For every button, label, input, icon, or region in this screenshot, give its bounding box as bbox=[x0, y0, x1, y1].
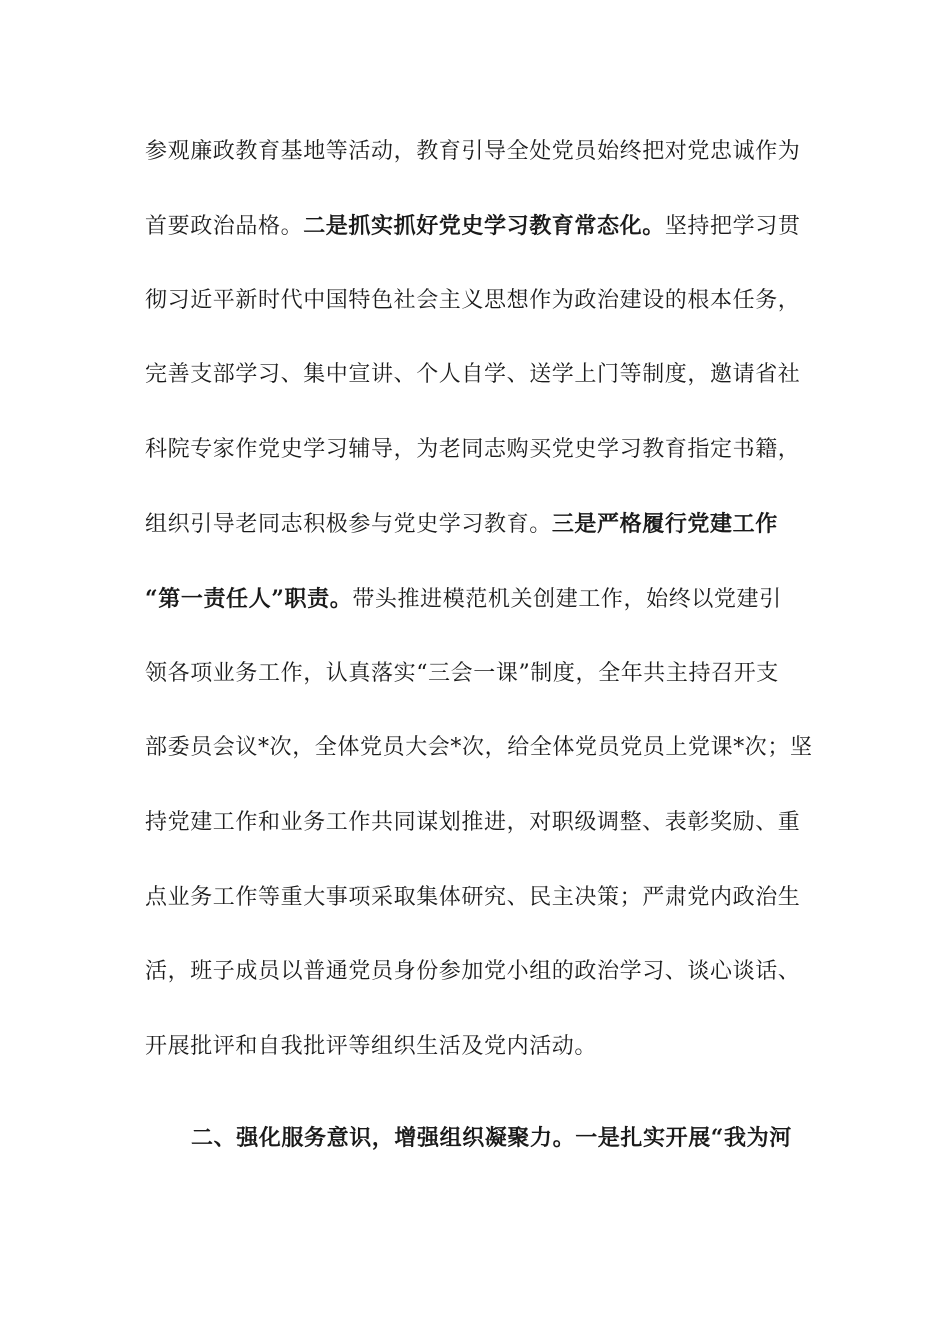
line-9-text: 部委员会议*次，全体党员大会*次，给全体党员党员上党课*次；坚 bbox=[145, 735, 813, 760]
line-2-text-a: 首要政治品格。 bbox=[145, 214, 304, 239]
section-heading-point: 一是扎实开展“我为河 bbox=[575, 1125, 792, 1151]
line-2-text-b: 坚持把学习贯 bbox=[664, 214, 801, 239]
paragraph-line-6 bbox=[145, 507, 805, 541]
paragraph-line-4 bbox=[145, 358, 805, 392]
paragraph-line-8 bbox=[145, 657, 805, 691]
line-7-heading: “第一责任人”职责。 bbox=[145, 586, 353, 612]
line-7-text: 带头推进模范机关创建工作，始终以党建引 bbox=[352, 587, 782, 612]
paragraph-line-5 bbox=[145, 433, 805, 467]
paragraph-line-7 bbox=[145, 582, 805, 616]
section-heading-line bbox=[191, 1121, 851, 1155]
paragraph-line-13 bbox=[145, 1030, 805, 1064]
paragraph-line-12 bbox=[145, 955, 805, 989]
paragraph-line-3 bbox=[145, 284, 805, 318]
paragraph-line-10 bbox=[145, 806, 805, 840]
line-10-text: 持党建工作和业务工作共同谋划推进，对职级调整、表彰奖励、重 bbox=[145, 810, 801, 835]
line-12-text: 活，班子成员以普通党员身份参加党小组的政治学习、谈心谈话、 bbox=[145, 959, 801, 984]
line-4-text: 完善支部学习、集中宣讲、个人自学、送学上门等制度，邀请省社 bbox=[145, 362, 801, 387]
paragraph-line-1 bbox=[145, 135, 805, 169]
section-heading-title: 二、强化服务意识，增强组织凝聚力。 bbox=[191, 1125, 576, 1151]
line-11-text: 点业务工作等重大事项采取集体研究、民主决策；严肃党内政治生 bbox=[145, 885, 801, 910]
line-1-text: 参观廉政教育基地等活动，教育引导全处党员始终把对党忠诚作为 bbox=[145, 139, 801, 164]
line-6-text: 组织引导老同志积极参与党史学习教育。 bbox=[145, 512, 552, 537]
line-2-heading: 二是抓实抓好党史学习教育常态化。 bbox=[303, 213, 665, 239]
line-13-text: 开展批评和自我批评等组织生活及党内活动。 bbox=[145, 1034, 598, 1059]
line-3-text: 彻习近平新时代中国特色社会主义思想作为政治建设的根本任务， bbox=[145, 288, 801, 313]
line-8-text: 领各项业务工作，认真落实“三会一课”制度，全年共主持召开支 bbox=[145, 661, 779, 686]
line-5-text: 科院专家作党史学习辅导，为老同志购买党史学习教育指定书籍， bbox=[145, 437, 801, 462]
paragraph-line-11 bbox=[145, 881, 805, 915]
paragraph-line-2 bbox=[145, 209, 805, 243]
line-6-heading: 三是严格履行党建工作 bbox=[551, 511, 778, 537]
paragraph-line-9 bbox=[145, 731, 813, 765]
